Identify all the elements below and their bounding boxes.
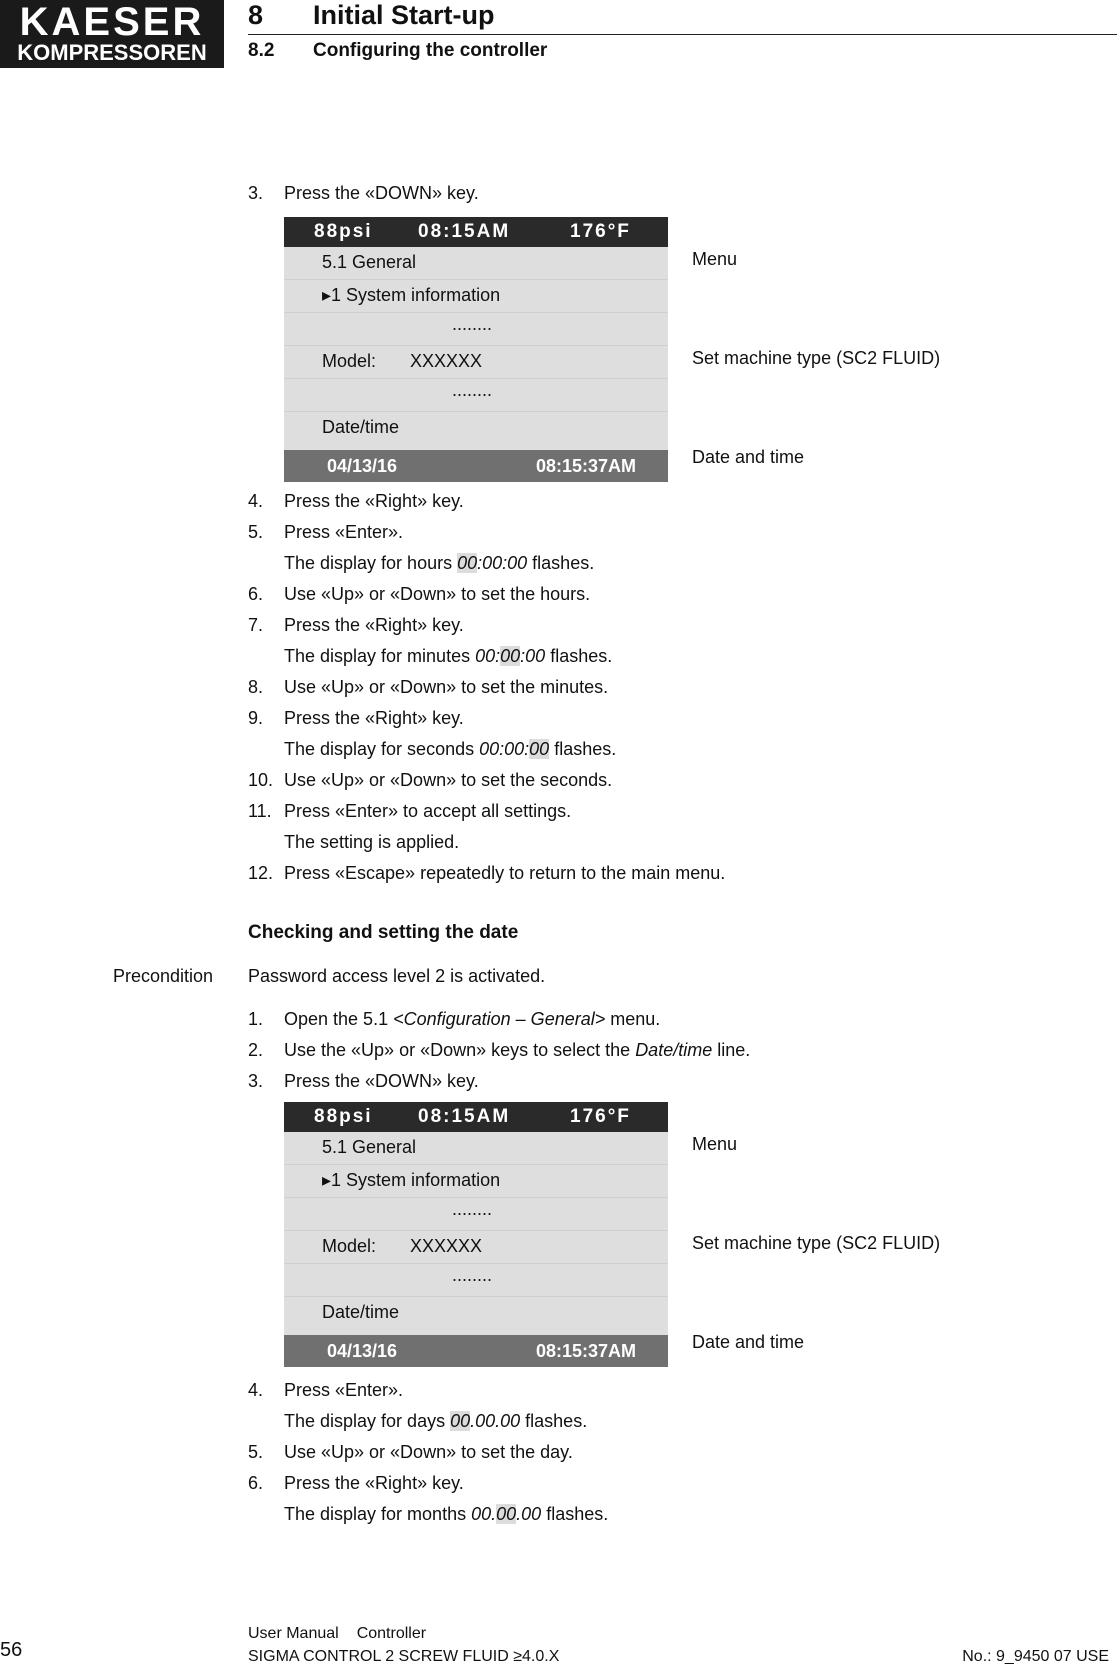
time-value: 08:15:37AM (536, 456, 637, 476)
precondition-label: Precondition (113, 966, 214, 986)
date-code: .00 (516, 1504, 542, 1524)
line-reference: Date/time (635, 1040, 713, 1060)
pressure-readout: 88psi (314, 1106, 373, 1127)
menu-line: 5.1 General (322, 252, 417, 272)
time-code: :00 (520, 646, 546, 666)
controller-display (284, 217, 668, 482)
result-note-seconds (284, 738, 616, 760)
time-code: 00:00: (479, 739, 530, 759)
datetime-value-row (284, 1335, 668, 1367)
note-text: flashes. (527, 553, 595, 573)
step-number: 5. (248, 522, 264, 542)
datetime-value-row (284, 450, 668, 482)
model-value: XXXXXX (410, 1236, 483, 1256)
footer-doc-number: No.: 9_9450 07 USE (962, 1648, 1109, 1665)
step-number: 10. (248, 770, 274, 790)
result-note-days (284, 1410, 587, 1432)
label-machine-type: Set machine type (SC2 FLUID) (692, 348, 941, 368)
row-separator (284, 279, 668, 280)
flashing-segment: 00 (457, 553, 478, 573)
step-text-part: menu. (605, 1009, 661, 1029)
step-text: Press the «Right» key. (284, 1473, 464, 1493)
step-text: Press the «DOWN» key. (284, 1071, 479, 1091)
page-number: 56 (0, 1639, 23, 1661)
step-text-part: line. (712, 1040, 751, 1060)
model-value: XXXXXX (410, 351, 483, 371)
footer-doc-line (248, 1625, 444, 1643)
step-number: 8. (248, 677, 264, 697)
datetime-label: Date/time (322, 417, 400, 437)
logo-line1: KAESER (19, 0, 205, 44)
submenu-line: ▸1 System information (322, 285, 501, 305)
display-header (284, 217, 668, 247)
step-number: 6. (248, 584, 264, 604)
step-number: 2. (248, 1040, 264, 1060)
doc-subject: Controller (356, 1625, 427, 1642)
note-text: flashes. (549, 739, 617, 759)
note-text: The display for seconds (284, 739, 480, 759)
step-number: 3. (248, 183, 264, 203)
note-text: The display for days (284, 1411, 451, 1431)
date-value: 04/13/16 (327, 1341, 398, 1361)
row-separator (284, 1230, 668, 1231)
note-text: flashes. (541, 1504, 609, 1524)
datetime-label: Date/time (322, 1302, 400, 1322)
step-number: 12. (248, 863, 274, 883)
row-separator (284, 411, 668, 412)
note-text: The display for months (284, 1504, 472, 1524)
step-number: 5. (248, 1442, 264, 1462)
section-number: 8.2 (248, 40, 275, 61)
step-number: 11. (248, 801, 272, 821)
date-value: 04/13/16 (327, 456, 398, 476)
step-text-part: Open the 5.1 (284, 1009, 394, 1029)
logo-line2: KOMPRESSOREN (17, 40, 207, 65)
step-text: Press the «DOWN» key. (284, 183, 479, 203)
subheading-date: Checking and setting the date (248, 922, 519, 943)
step-text: Press the «Right» key. (284, 615, 464, 635)
result-note-minutes (284, 645, 612, 667)
step-number: 3. (248, 1071, 264, 1091)
label-menu: Menu (692, 249, 738, 269)
time-code: :00:00 (477, 553, 528, 573)
step-number: 4. (248, 1380, 264, 1400)
submenu-line: ▸1 System information (322, 1170, 501, 1190)
footer-product: SIGMA CONTROL 2 SCREW FLUID ≥4.0.X (248, 1648, 560, 1665)
step-text: Use «Up» or «Down» to set the minutes. (284, 677, 609, 697)
step-number: 4. (248, 491, 264, 511)
precondition-text: Password access level 2 is activated. (248, 966, 546, 986)
chapter-title: Initial Start-up (313, 0, 495, 30)
temperature-readout: 176°F (570, 1106, 631, 1127)
row-separator (284, 345, 668, 346)
time-value: 08:15:37AM (536, 1341, 637, 1361)
step-text-part: Use the «Up» or «Down» keys to select the (284, 1040, 636, 1060)
result-note-months (284, 1503, 608, 1525)
step-text: Press the «Right» key. (284, 708, 464, 728)
result-note-hours (284, 552, 594, 574)
step-number: 7. (248, 615, 264, 635)
label-date-time: Date and time (692, 447, 805, 467)
note-text: flashes. (545, 646, 613, 666)
step-text: Use «Up» or «Down» to set the hours. (284, 584, 591, 604)
model-label: Model: (322, 1236, 377, 1256)
model-label: Model: (322, 351, 377, 371)
flashing-segment: 00 (450, 1411, 471, 1431)
controller-display (284, 1102, 668, 1367)
step-number: 9. (248, 708, 264, 728)
step-text: Press «Enter». (284, 1380, 404, 1400)
time-code: 00: (475, 646, 501, 666)
step-number: 6. (248, 1473, 264, 1493)
step-text: Press «Enter». (284, 522, 404, 542)
flashing-segment: 00 (529, 739, 550, 759)
step-text (284, 1039, 750, 1061)
ellipsis-row: ........ (452, 1199, 493, 1219)
result-note-applied: The setting is applied. (284, 832, 460, 852)
label-machine-type: Set machine type (SC2 FLUID) (692, 1233, 941, 1253)
flashing-segment: 00 (496, 1504, 517, 1524)
note-text: flashes. (520, 1411, 588, 1431)
temperature-readout: 176°F (570, 221, 631, 242)
date-code: .00.00 (470, 1411, 521, 1431)
ellipsis-row: ........ (452, 1265, 493, 1285)
menu-reference: <Configuration – General> (393, 1009, 606, 1029)
step-text: Press the «Right» key. (284, 491, 464, 511)
time-readout: 08:15AM (418, 221, 511, 242)
doc-type: User Manual (248, 1625, 339, 1642)
step-text: Press «Escape» repeatedly to return to the main menu. (284, 863, 726, 883)
pressure-readout: 88psi (314, 221, 373, 242)
label-menu: Menu (692, 1134, 738, 1154)
step-text: Use «Up» or «Down» to set the day. (284, 1442, 573, 1462)
row-separator (284, 1164, 668, 1165)
row-separator (284, 1296, 668, 1297)
chapter-number: 8 (248, 0, 264, 30)
note-text: The display for hours (284, 553, 458, 573)
kaeser-logo (0, 0, 224, 68)
step-number: 1. (248, 1009, 264, 1029)
label-date-time: Date and time (692, 1332, 805, 1352)
menu-line: 5.1 General (322, 1137, 417, 1157)
step-text (284, 1008, 660, 1030)
display-header (284, 1102, 668, 1132)
step-text: Press «Enter» to accept all settings. (284, 801, 572, 821)
ellipsis-row: ........ (452, 314, 493, 334)
section-title: Configuring the controller (313, 40, 548, 61)
flashing-segment: 00 (500, 646, 521, 666)
header-rule (248, 34, 1117, 35)
time-readout: 08:15AM (418, 1106, 511, 1127)
date-code: 00. (471, 1504, 497, 1524)
note-text: The display for minutes (284, 646, 476, 666)
ellipsis-row: ........ (452, 380, 493, 400)
step-text: Use «Up» or «Down» to set the seconds. (284, 770, 613, 790)
